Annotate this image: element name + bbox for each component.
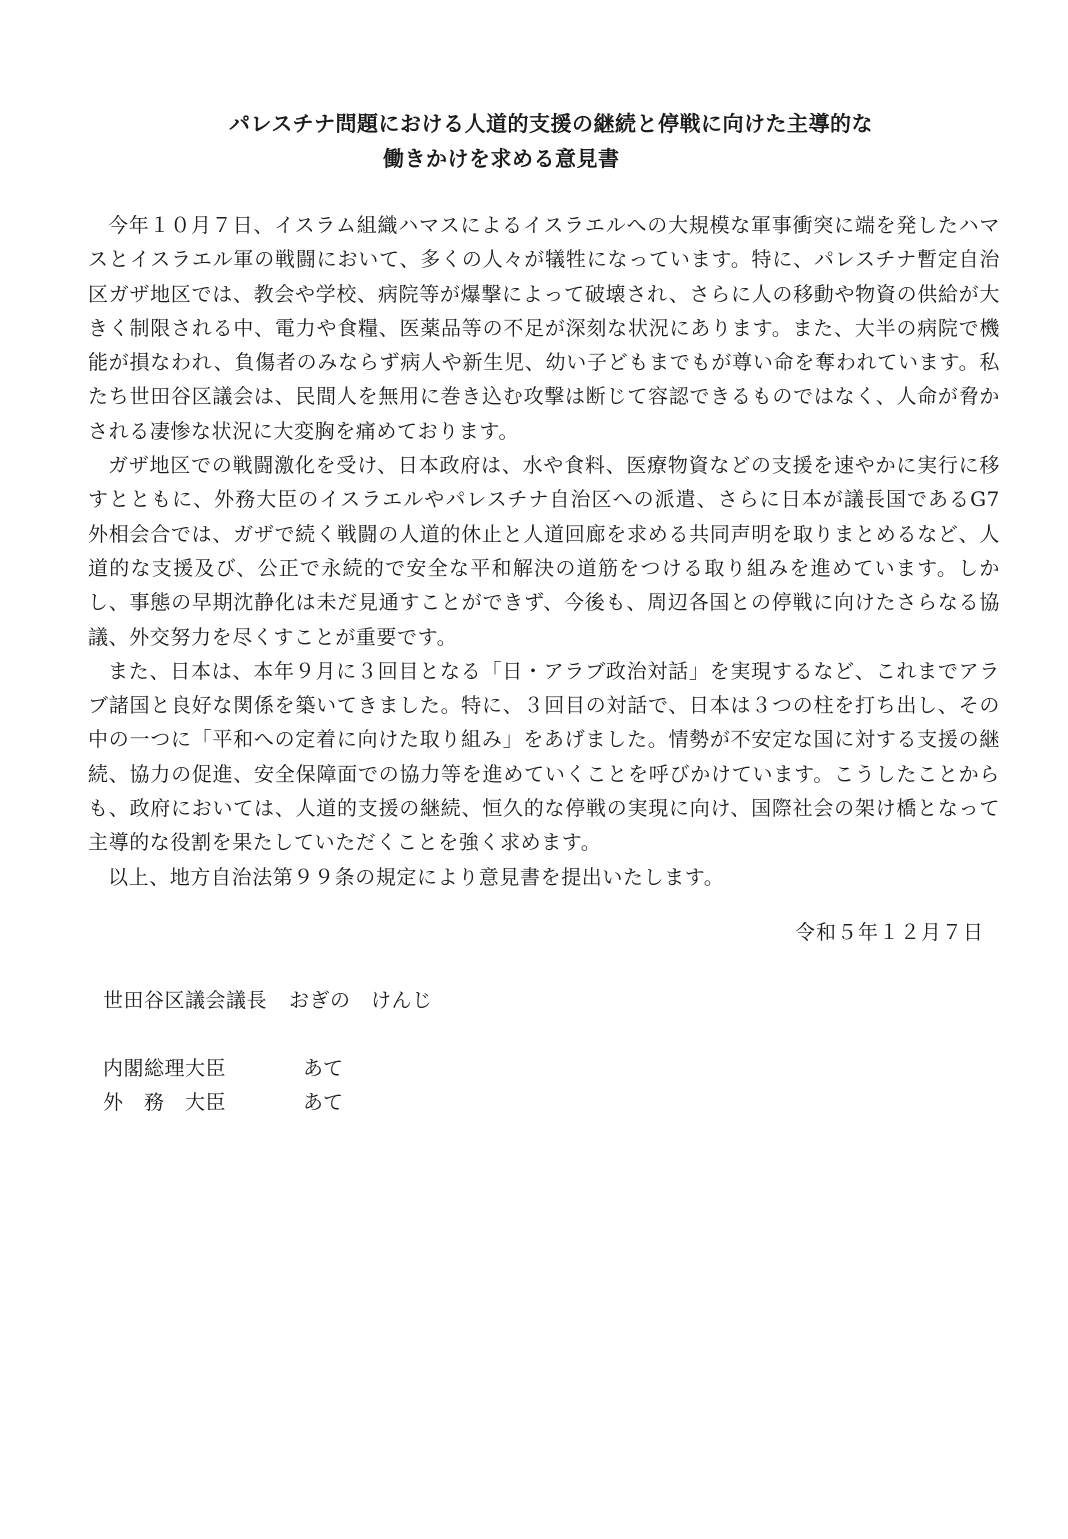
sender-title: 世田谷区議会議長	[103, 988, 267, 1012]
sender-name: おぎの けんじ	[289, 988, 433, 1012]
recipient-suffix: あて	[303, 1090, 343, 1114]
document-date: 令和５年１２月７日	[795, 920, 984, 944]
recipient-suffix: あて	[303, 1056, 343, 1080]
document-title-line-1: パレスチナ問題における人道的支援の継続と停戦に向けた主導的な	[229, 112, 873, 136]
recipient-title: 外 務 大臣	[103, 1090, 226, 1114]
recipient-row	[103, 1085, 343, 1119]
document-body	[88, 208, 1000, 894]
sender-block	[103, 985, 433, 1015]
body-paragraph-1: 今年１０月７日、イスラム組織ハマスによるイスラエルへの大規模な軍事衝突に端を発したハマスとイスラエル軍の戦闘において、多くの人々が犠牲になっています。特に、パレスチナ暫定自治区ガザ地区では、教会や学校、病院等が爆撃によって破壊され、さらに人の移動や物資の供給が大きく制限される中、電力や食糧、医薬品等の不足が深刻な状況にあります。また、大半の病院で機能が損なわれ、負傷者のみならず病人や新生児、幼い子どもまでもが尊い命を奪われています。私たち世田谷区議会は、民間人を無用に巻き込む攻撃は断じて容認できるものではなく、人命が脅かされる凄惨な状況に大変胸を痛めております。	[88, 213, 1000, 443]
recipient-list	[103, 1051, 343, 1119]
recipient-row	[103, 1051, 343, 1085]
recipient-title: 内閣総理大臣	[103, 1056, 226, 1080]
body-paragraph-3: また、日本は、本年９月に３回目となる「日・アラブ政治対話」を実現するなど、これまでアラブ諸国と良好な関係を築いてきました。特に、３回目の対話で、日本は３つの柱を打ち出し、その中の一つに「平和への定着に向けた取り組み」をあげました。情勢が不安定な国に対する支援の継続、協力の促進、安全保障面での協力等を進めていくことを呼びかけています。こうしたことからも、政府においては、人道的支援の継続、恒久的な停戦の実現に向け、国際社会の架け橋となって主導的な役割を果たしていただくことを強く求めます。	[88, 658, 1000, 855]
body-paragraph-4: 以上、地方自治法第９９条の規定により意見書を提出いたします。	[108, 864, 725, 889]
document-title-line-2: 働きかけを求める意見書	[383, 147, 620, 171]
body-paragraph-2: ガザ地区での戦闘激化を受け、日本政府は、水や食料、医療物資などの支援を速やかに実行に移すとともに、外務大臣のイスラエルやパレスチナ自治区への派遣、さらに日本が議長国であるG7外相会合では、ガザで続く戦闘の人道的休止と人道回廊を求める共同声明を取りまとめるなど、人道的な支援及び、公正で永続的で安全な平和解決の道筋をつける取り組みを進めています。しかし、事態の早期沈静化は未だ見通すことができず、今後も、周辺各国との停戦に向けたさらなる協議、外交努力を尽くすことが重要です。	[88, 453, 1000, 649]
